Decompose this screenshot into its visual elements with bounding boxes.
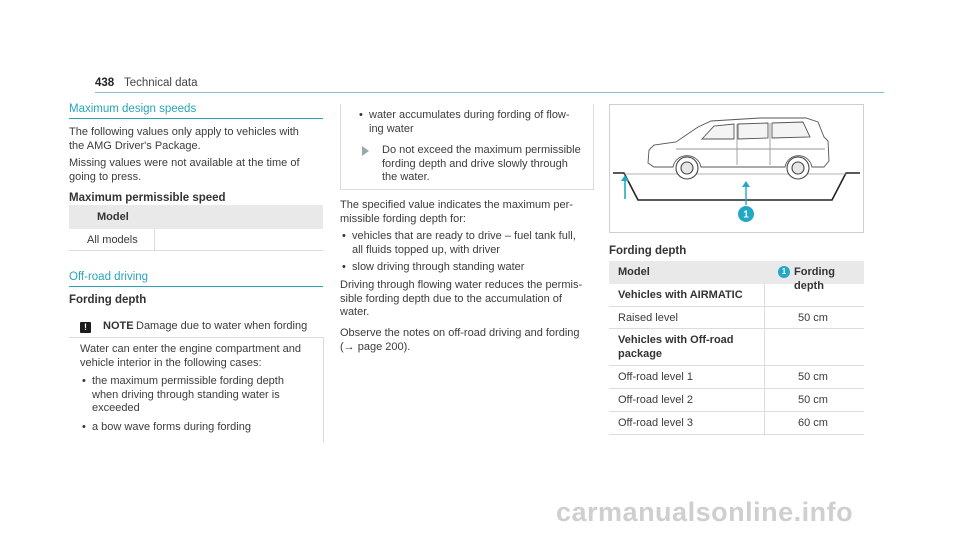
note-bullet-list-continued [357, 109, 592, 136]
paragraph-specified-value: The specified value indicates the maximum per- missible fording depth for: [340, 199, 573, 225]
instruction-text: Do not exceed the maximum permissible fording depth and drive slowly through the water. [382, 144, 581, 183]
table-divider [764, 284, 765, 435]
note-text: Damage due to water when fording [136, 320, 308, 332]
table-row: Off-road level 2 50 cm [609, 389, 864, 412]
heading-fording-depth: Fording depth [69, 294, 147, 306]
fording-table-header [609, 261, 864, 292]
fording-table-header-depth: Fording depth [794, 266, 835, 292]
page-number: 438 [95, 77, 115, 89]
note-body: Water can enter the engine compartment and vehicle interior in the following cases: [80, 343, 301, 369]
note-label: NOTE [103, 320, 134, 332]
car-fording-illustration [610, 105, 863, 232]
speed-table-row [69, 229, 323, 251]
note-icon: ! [80, 321, 91, 335]
note-divider [69, 337, 323, 338]
page-reference-link[interactable]: (→ page 200). [340, 340, 411, 353]
note-divider [340, 189, 594, 190]
section-title-offroad-driving: Off-road driving [69, 271, 149, 283]
section-rule [69, 118, 323, 119]
fording-depth-figure [609, 104, 864, 233]
table-divider [154, 229, 155, 251]
figure-callout-number: 1 [743, 209, 749, 221]
speed-table-header [69, 205, 323, 229]
list-item: • vehicles that are ready to drive – fuel tank full, all fluids topped up, with driver [340, 230, 600, 257]
header-divider [95, 92, 884, 93]
paragraph-flowing-water: Driving through flowing water reduces the permis- sible fording depth due to the accumulation of water. [340, 279, 583, 318]
note-border-right [323, 337, 324, 442]
fording-table-header-callout: 1 [778, 266, 790, 280]
paragraph-applicability: The following values only apply to vehicles with the AMG Driver's Package. [69, 126, 299, 152]
fording-table-header-model: Model [618, 266, 650, 278]
paragraph-observe-notes: Observe the notes on off-road driving and fording (→ page 200). [340, 327, 600, 354]
list-item: • the maximum permissible fording depth when driving through standing water is exceeded [80, 375, 320, 416]
paragraph-missing-values: Missing values were not available at the time of going to press. [69, 157, 300, 183]
note-bullet-list [80, 375, 320, 434]
instruction-arrow-icon [362, 146, 369, 161]
table-row: Vehicles with AIRMATIC [609, 284, 864, 307]
heading-fording-depth-table: Fording depth [609, 245, 687, 257]
table-row: Vehicles with Off-road package [609, 329, 864, 366]
section-title-max-design-speeds: Maximum design speeds [69, 103, 197, 115]
list-item: • water accumulates during fording of flow- ing water [357, 109, 592, 136]
heading-max-permissible-speed: Maximum permissible speed [69, 192, 226, 204]
section-rule [69, 286, 323, 287]
list-item: • slow driving through standing water [340, 261, 600, 275]
terrain-line [613, 173, 860, 200]
table-row: Raised level 50 cm [609, 307, 864, 329]
table-row: Off-road level 1 50 cm [609, 366, 864, 389]
speed-table-header-model: Model [97, 211, 129, 223]
note-border-left [340, 104, 341, 190]
list-item: • a bow wave forms during fording [80, 421, 320, 435]
spec-bullet-list [340, 230, 600, 275]
page-header-title: Technical data [124, 77, 198, 89]
speed-table-cell-model: All models [87, 234, 138, 246]
note-border-right [593, 104, 594, 190]
watermark-text: carmanualsonline.info [556, 497, 854, 527]
table-row: Off-road level 3 60 cm [609, 412, 864, 435]
